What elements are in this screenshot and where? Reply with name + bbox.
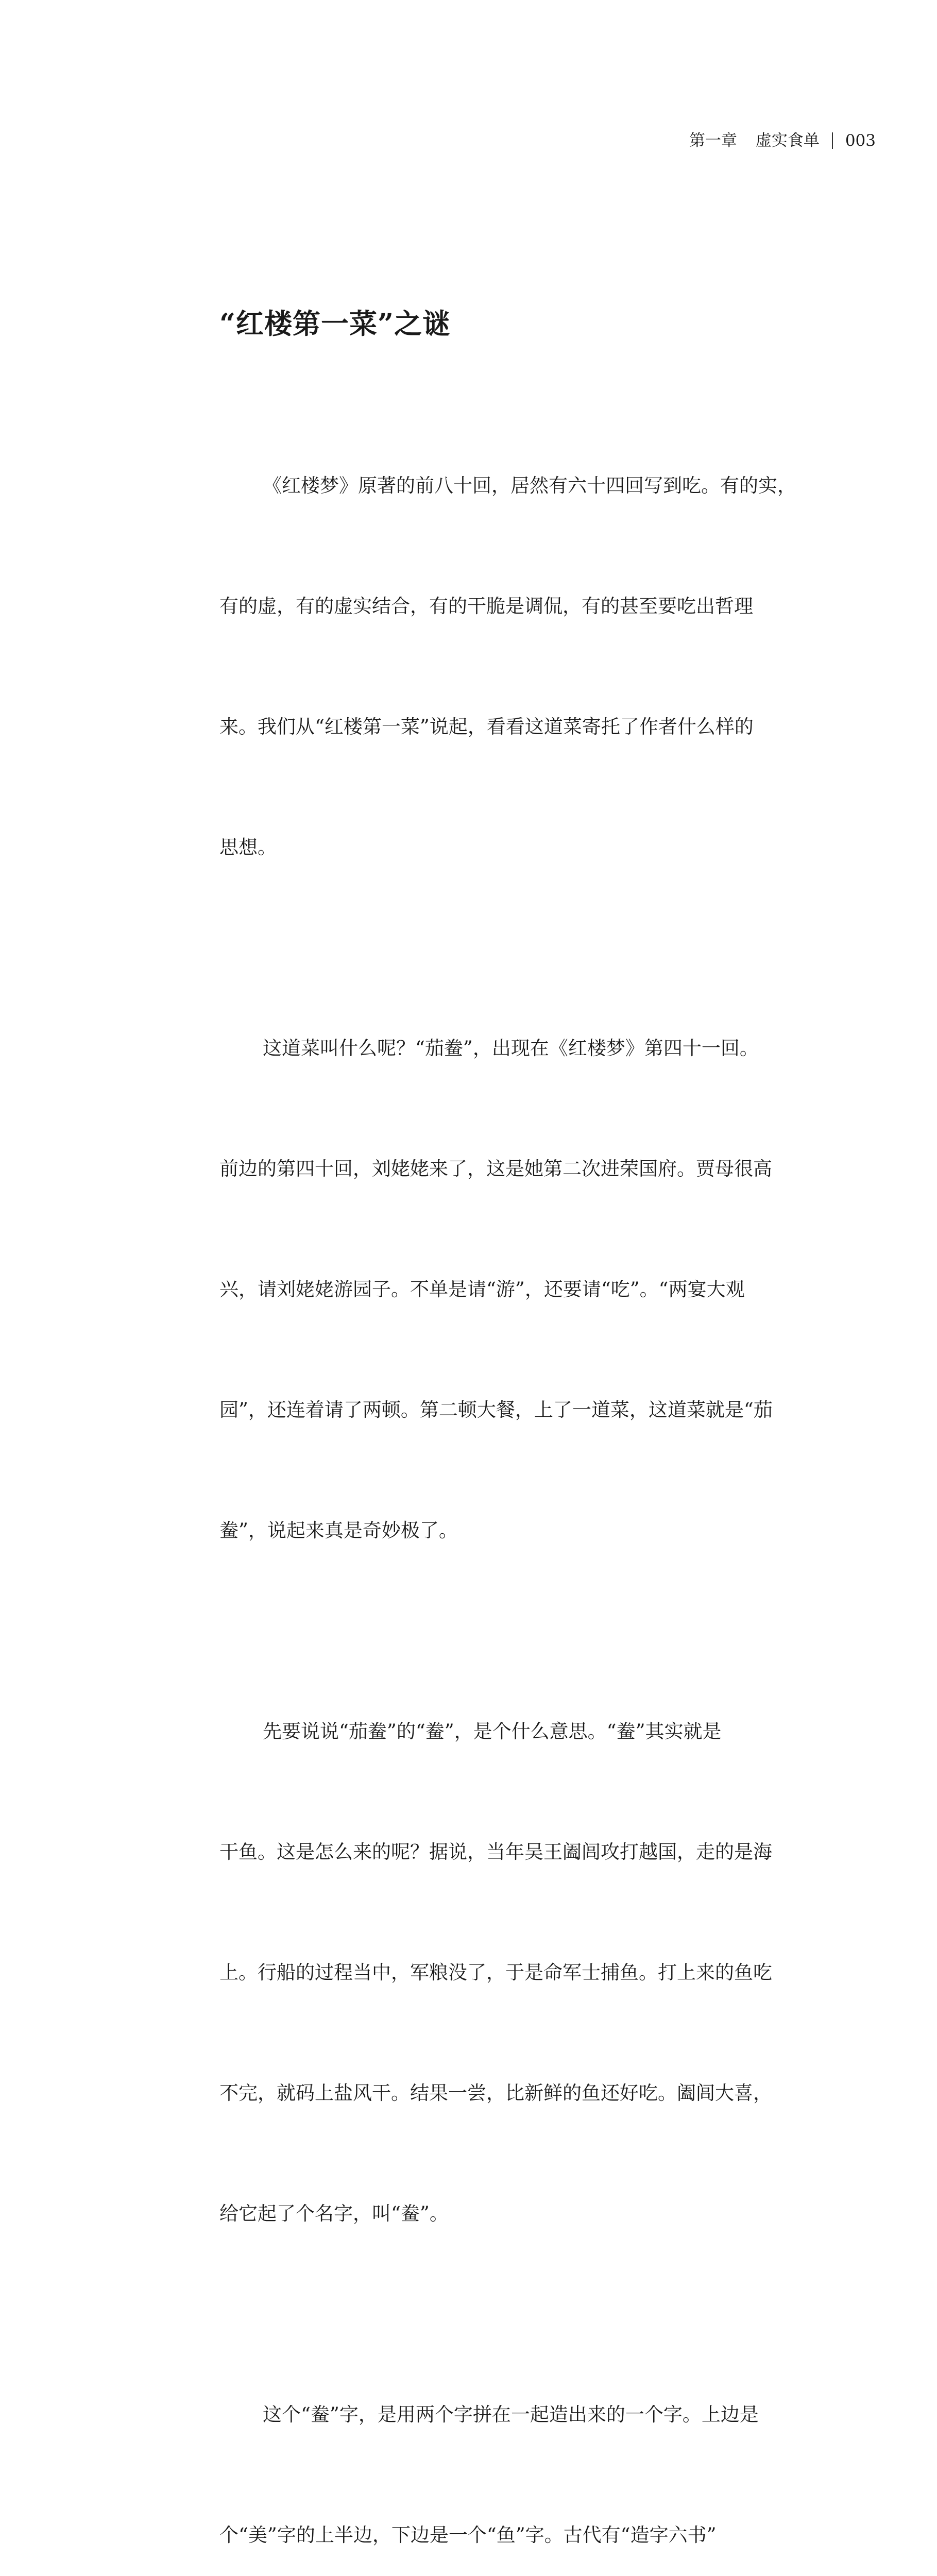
text-line: 兴，请刘姥姥游园子。不单是请“游”，还要请“吃”。“两宴大观 <box>219 1278 745 1300</box>
chapter-title: 虚实食单 <box>755 131 820 150</box>
paragraph-2 <box>219 948 838 1631</box>
text-line: 鲞”，说起来真是奇妙极了。 <box>219 1519 458 1541</box>
text-line: 干鱼。这是怎么来的呢？据说，当年吴王阖闾攻打越国，走的是海 <box>219 1841 772 1863</box>
text-line: 不完，就码上盐风干。结果一尝，比新鲜的鱼还好吃。阖闾大喜， <box>219 2082 772 2104</box>
text-line: 这个“鲞”字，是用两个字拼在一起造出来的一个字。上边是 <box>263 2403 759 2426</box>
text-line: 有的虚，有的虚实结合，有的干脆是调侃，有的甚至要吃出哲理 <box>219 595 753 617</box>
text-line: 先要说说“茄鲞”的“鲞”，是个什么意思。“鲞”其实就是 <box>263 1720 722 1742</box>
text-line: 思想。 <box>219 836 277 858</box>
body-text <box>219 385 838 2576</box>
text-line: 前边的第四十回，刘姥姥来了，这是她第二次进荣国府。贾母很高 <box>219 1158 772 1180</box>
text-line: 这道菜叫什么呢？“茄鲞”，出现在《红楼梦》第四十一回。 <box>263 1037 759 1059</box>
paragraph-3 <box>219 1631 838 2314</box>
chapter-label: 第一章 <box>689 131 737 150</box>
section-title: “红楼第一菜”之谜 <box>219 307 451 340</box>
paragraph-4 <box>219 2314 838 2576</box>
text-line: 个“美”字的上半边，下边是一个“鱼”字。古代有“造字六书” <box>219 2524 717 2546</box>
text-line: 来。我们从“红楼第一菜”说起，看看这道菜寄托了作者什么样的 <box>219 716 754 738</box>
paragraph-1 <box>219 385 838 948</box>
page-number: 003 <box>845 131 876 150</box>
text-line: 上。行船的过程当中，军粮没了，于是命军士捕鱼。打上来的鱼吃 <box>219 1961 772 1984</box>
text-line: 《红楼梦》原著的前八十回，居然有六十四回写到吃。有的实， <box>263 474 796 497</box>
running-header <box>670 128 876 154</box>
text-line: 给它起了个名字，叫“鲞”。 <box>219 2202 449 2225</box>
header-divider <box>832 132 833 149</box>
text-line: 园”，还连着请了两顿。第二顿大餐，上了一道菜，这道菜就是“茄 <box>219 1399 773 1421</box>
